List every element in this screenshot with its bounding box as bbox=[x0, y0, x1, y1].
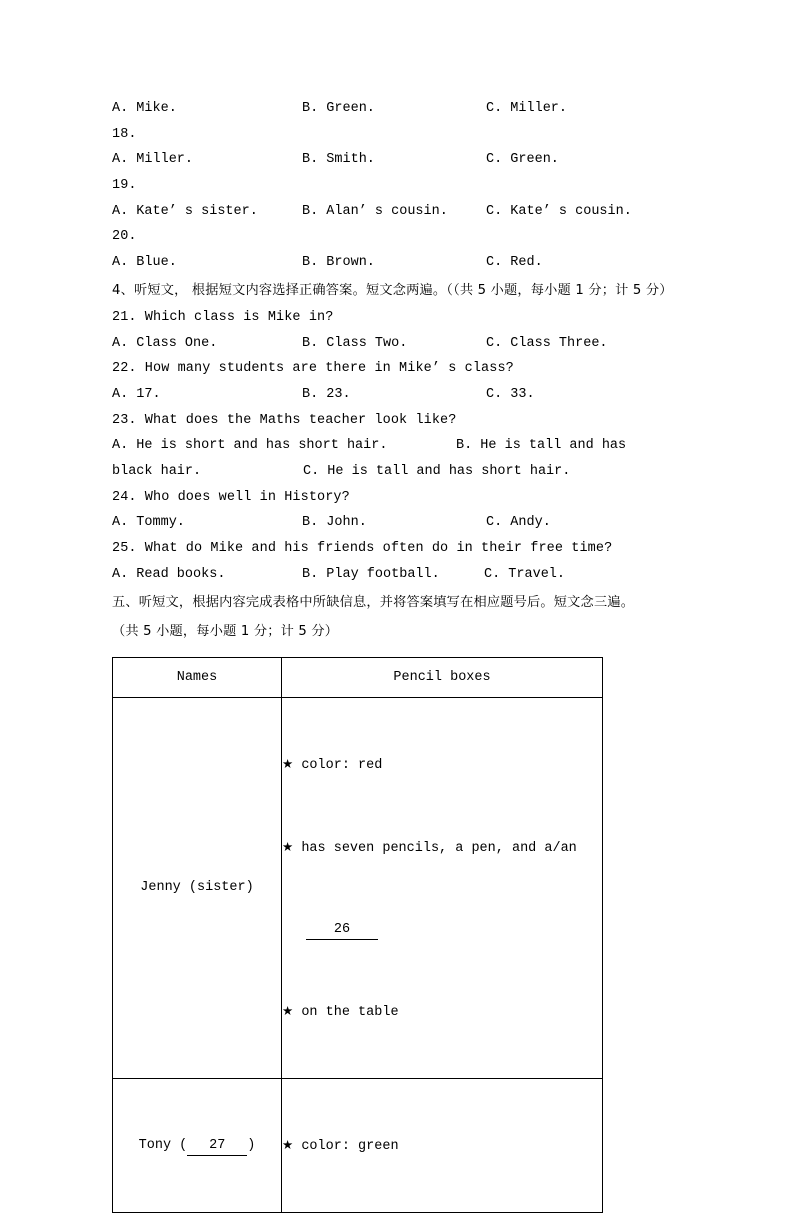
row-details-tony bbox=[282, 1078, 603, 1212]
bullet-text: has seven pencils, a pen, and a/an bbox=[301, 840, 577, 856]
question-25-stem: 25. What do Mike and his friends often do in their free time? bbox=[112, 541, 613, 557]
bullet-item bbox=[282, 1129, 602, 1162]
question-19-options-row bbox=[112, 199, 698, 225]
question-23-stem: 23. What does the Maths teacher look like? bbox=[112, 412, 457, 428]
bullet-item bbox=[282, 748, 602, 781]
name-suffix: ) bbox=[247, 1137, 256, 1153]
table-row bbox=[113, 697, 603, 1078]
table-row bbox=[113, 1078, 603, 1212]
pencil-boxes-table bbox=[112, 657, 603, 1213]
section-four-heading: 4、听短文， 根据短文内容选择正确答案。短文念两遍。（（共 5 小题，每小题 1 分；计 5 分） bbox=[112, 282, 673, 298]
question-24-options-row bbox=[112, 510, 698, 536]
option-b: B. John. bbox=[302, 515, 367, 531]
answer-blank-27[interactable]: 27 bbox=[187, 1137, 247, 1156]
row-name-jenny: Jenny (sister) bbox=[113, 697, 282, 1078]
question-20-options-row bbox=[112, 250, 698, 276]
option-b: B. Smith. bbox=[302, 152, 375, 168]
option-a: A. 17. bbox=[112, 386, 161, 402]
question-19-number: 19. bbox=[112, 178, 137, 194]
table-header-names: Names bbox=[113, 657, 282, 697]
option-c: C. Class Three. bbox=[486, 335, 608, 351]
bullet-text: on the table bbox=[301, 1004, 399, 1020]
section-five-heading-line-2: （共 5 小题，每小题 1 分；计 5 分） bbox=[112, 623, 339, 639]
option-b: B. Class Two. bbox=[302, 335, 408, 351]
table-header-pencil-boxes: Pencil boxes bbox=[282, 657, 603, 697]
star-icon: ★ bbox=[282, 838, 294, 854]
answer-blank-26[interactable]: 26 bbox=[306, 921, 378, 940]
bullet-item-blank bbox=[282, 914, 602, 945]
option-c: C. Red. bbox=[486, 255, 543, 271]
question-22-stem: 22. How many students are there in Mike’ s class? bbox=[112, 361, 514, 377]
bullet-item bbox=[282, 831, 602, 864]
option-b: B. Play football. bbox=[302, 566, 440, 582]
star-icon: ★ bbox=[282, 1002, 294, 1018]
row-details-jenny bbox=[282, 697, 603, 1078]
option-a: A. He is short and has short hair. bbox=[112, 438, 388, 454]
option-b: B. Green. bbox=[302, 101, 375, 116]
option-c: C. Miller. bbox=[486, 101, 568, 116]
option-c: C. Kate’ s cousin. bbox=[486, 203, 632, 219]
question-23-options-row-1 bbox=[112, 433, 698, 459]
bullet-text: color: green bbox=[301, 1138, 399, 1154]
question-23-options-row-2 bbox=[112, 459, 698, 485]
question-20-number: 20. bbox=[112, 229, 137, 245]
option-a: A. Miller. bbox=[112, 152, 194, 168]
option-a: A. Class One. bbox=[112, 335, 218, 351]
bullet-item bbox=[282, 995, 602, 1028]
question-18-number: 18. bbox=[112, 126, 137, 142]
option-a: A. Kate’ s sister. bbox=[112, 203, 258, 219]
option-c: C. 33. bbox=[486, 386, 535, 402]
option-b: B. Brown. bbox=[302, 255, 375, 271]
option-b: B. He is tall and has bbox=[456, 438, 627, 454]
star-icon: ★ bbox=[282, 755, 294, 771]
table-header-row bbox=[113, 657, 603, 697]
option-a: A. Read books. bbox=[112, 566, 226, 582]
question-21-options-row bbox=[112, 331, 698, 357]
option-c: C. Travel. bbox=[484, 566, 566, 582]
option-b: B. 23. bbox=[302, 386, 351, 402]
option-a: A. Blue. bbox=[112, 255, 177, 271]
option-c: C. Andy. bbox=[486, 515, 551, 531]
question-22-options-row bbox=[112, 382, 698, 408]
option-a: A. Tommy. bbox=[112, 515, 185, 531]
question-25-options-row bbox=[112, 562, 698, 588]
option-a-continuation: black hair. bbox=[112, 464, 202, 480]
row-name-tony bbox=[113, 1078, 282, 1212]
option-a: A. Mike. bbox=[112, 101, 177, 116]
option-c: C. He is tall and has short hair. bbox=[303, 464, 571, 480]
question-21-stem: 21. Which class is Mike in? bbox=[112, 309, 334, 325]
question-24-stem: 24. Who does well in History? bbox=[112, 489, 350, 505]
question-18-options-row bbox=[112, 147, 698, 173]
bullet-text: color: red bbox=[301, 757, 383, 773]
section-five-heading-line-1: 五、听短文，根据内容完成表格中所缺信息，并将答案填写在相应题号后。短文念三遍。 bbox=[112, 594, 635, 610]
name-prefix: Tony ( bbox=[138, 1137, 188, 1153]
option-b: B. Alan’ s cousin. bbox=[302, 203, 448, 219]
question-17-options-row bbox=[112, 96, 698, 122]
star-icon: ★ bbox=[282, 1136, 294, 1152]
option-c: C. Green. bbox=[486, 152, 559, 168]
